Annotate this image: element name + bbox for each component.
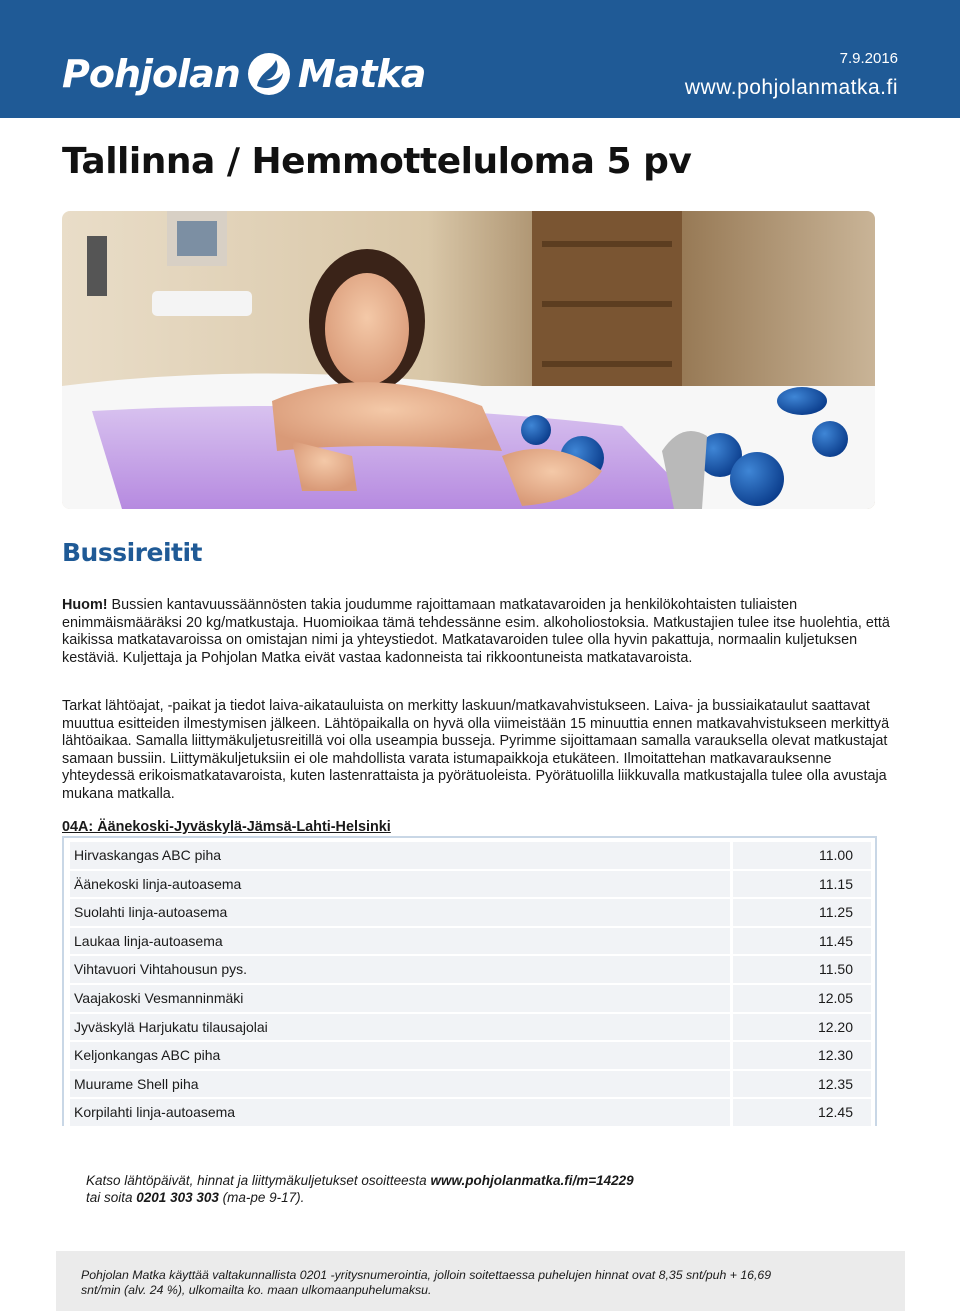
brand-logo[interactable] [62,44,425,104]
notice-label: Huom! [62,597,108,613]
stop-name: Vaajakoski Vesmanninmäki [70,985,730,1012]
logo-text-right: Matka [297,52,426,96]
spa-photo [62,211,875,509]
footer-text: Pohjolan Matka käyttää valtakunnallista 0201 -yritysnumerointia, jolloin soitettaessa puhelujen hinnat ovat 8,35 snt/puh + 16,69 snt/min (alv. 24 %), ulkomailta ko. maan ulkomaanpuhelumaksu. [81,1268,772,1297]
stop-time: 11.50 [733,956,871,983]
note-line1-prefix: Katso lähtöpäivät, hinnat ja liittymäkuljetukset osoitteesta [86,1173,431,1188]
stop-time: 11.00 [733,842,871,869]
note-line2-suffix: (ma-pe 9-17). [218,1190,305,1205]
stop-time: 12.35 [733,1071,871,1098]
departure-info: Tarkat lähtöajat, -paikat ja tiedot laiva-aikatauluista on merkitty laskuun/matkavahvistukseen. Laiva- ja bussiaikataulut saattavat muuttua esitteiden ilmestymisen jälkeen. Lähtöpaikalla on hyvä olla viimeistään 15 minuuttia ennen matkavahvistukseen merkittyä lähtöaikaa. Samalla liittymäkuljetusreitillä voi olla useampia busseja. Pyrimme sijoittamaan samalla varauksella olevat matkustajat samaan bussiin. Liittymäkuljetuksiin ei ole mahdollista varata istumapaikkoja etukäteen. Ilmoitattehan matkavarauksenne yhteydessä erikoismatkatavaroista, kuten lastenrattaista ja pyörätuoleista. Pyörätuolilla liikkuvalla matkustajalla tulee olla avustaja mukana matkalla. [62,698,890,802]
table-row [70,842,871,869]
footer [56,1251,905,1311]
stop-name: Keljonkangas ABC piha [70,1042,730,1069]
logo-swirl-icon [246,48,292,100]
page-title: Tallinna / Hemmotteluloma 5 pv [62,141,692,182]
stop-time: 11.45 [733,928,871,955]
stop-time: 12.45 [733,1099,871,1126]
route-table [62,836,877,1126]
stop-name: Äänekoski linja-autoasema [70,871,730,898]
stop-name: Korpilahti linja-autoasema [70,1099,730,1126]
table-row [70,899,871,926]
table-row [70,1014,871,1041]
stop-name: Hirvaskangas ABC piha [70,842,730,869]
header-banner [0,0,960,118]
luggage-notice [62,597,892,667]
stop-time: 12.20 [733,1014,871,1041]
route-title: 04A: Äänekoski-Jyväskylä-Jämsä-Lahti-Helsinki [62,819,391,835]
website-link[interactable]: www.pohjolanmatka.fi [684,76,898,99]
stop-name: Laukaa linja-autoasema [70,928,730,955]
note-line2-prefix: tai soita [86,1190,137,1205]
table-row [70,985,871,1012]
spa-photo-illustration [62,211,875,509]
stop-time: 12.05 [733,985,871,1012]
table-row [70,1042,871,1069]
stop-name: Suolahti linja-autoasema [70,899,730,926]
section-title: Bussireitit [62,538,203,567]
stop-time: 11.25 [733,899,871,926]
notice-text: Bussien kantavuussäännösten takia joudumme rajoittamaan matkatavaroiden ja henkilökohtaisten tuliaisten enimmäismääräksi 20 kg/matkustaja. Huomioikaa tämä tehdessänne esim. alkoholiostoksia. Matkustajien tulee itse huolehtia, että kaikissa matkatavaroissa on omistajan nimi ja yhteystiedot. Matkatavaroiden tulee olla hyvin pakattuja, normaalin kuljetuksen kestäviä. Kuljettaja ja Pohjolan Matka eivät vastaa kadonneista tai rikkoontuneista matkatavaroista. [62,597,890,666]
logo-text-left: Pohjolan [62,52,240,96]
document-date: 7.9.2016 [839,50,898,67]
booking-note [86,1172,634,1206]
table-row [70,1071,871,1098]
stop-time: 11.15 [733,871,871,898]
table-row [70,1099,871,1126]
stop-name: Vihtavuori Vihtahousun pys. [70,956,730,983]
stop-time: 12.30 [733,1042,871,1069]
table-row [70,871,871,898]
table-row [70,956,871,983]
stop-name: Jyväskylä Harjukatu tilausajolai [70,1014,730,1041]
stop-name: Muurame Shell piha [70,1071,730,1098]
phone-number[interactable]: 0201 303 303 [136,1190,219,1205]
booking-link[interactable]: www.pohjolanmatka.fi/m=14229 [430,1173,634,1188]
table-row [70,928,871,955]
